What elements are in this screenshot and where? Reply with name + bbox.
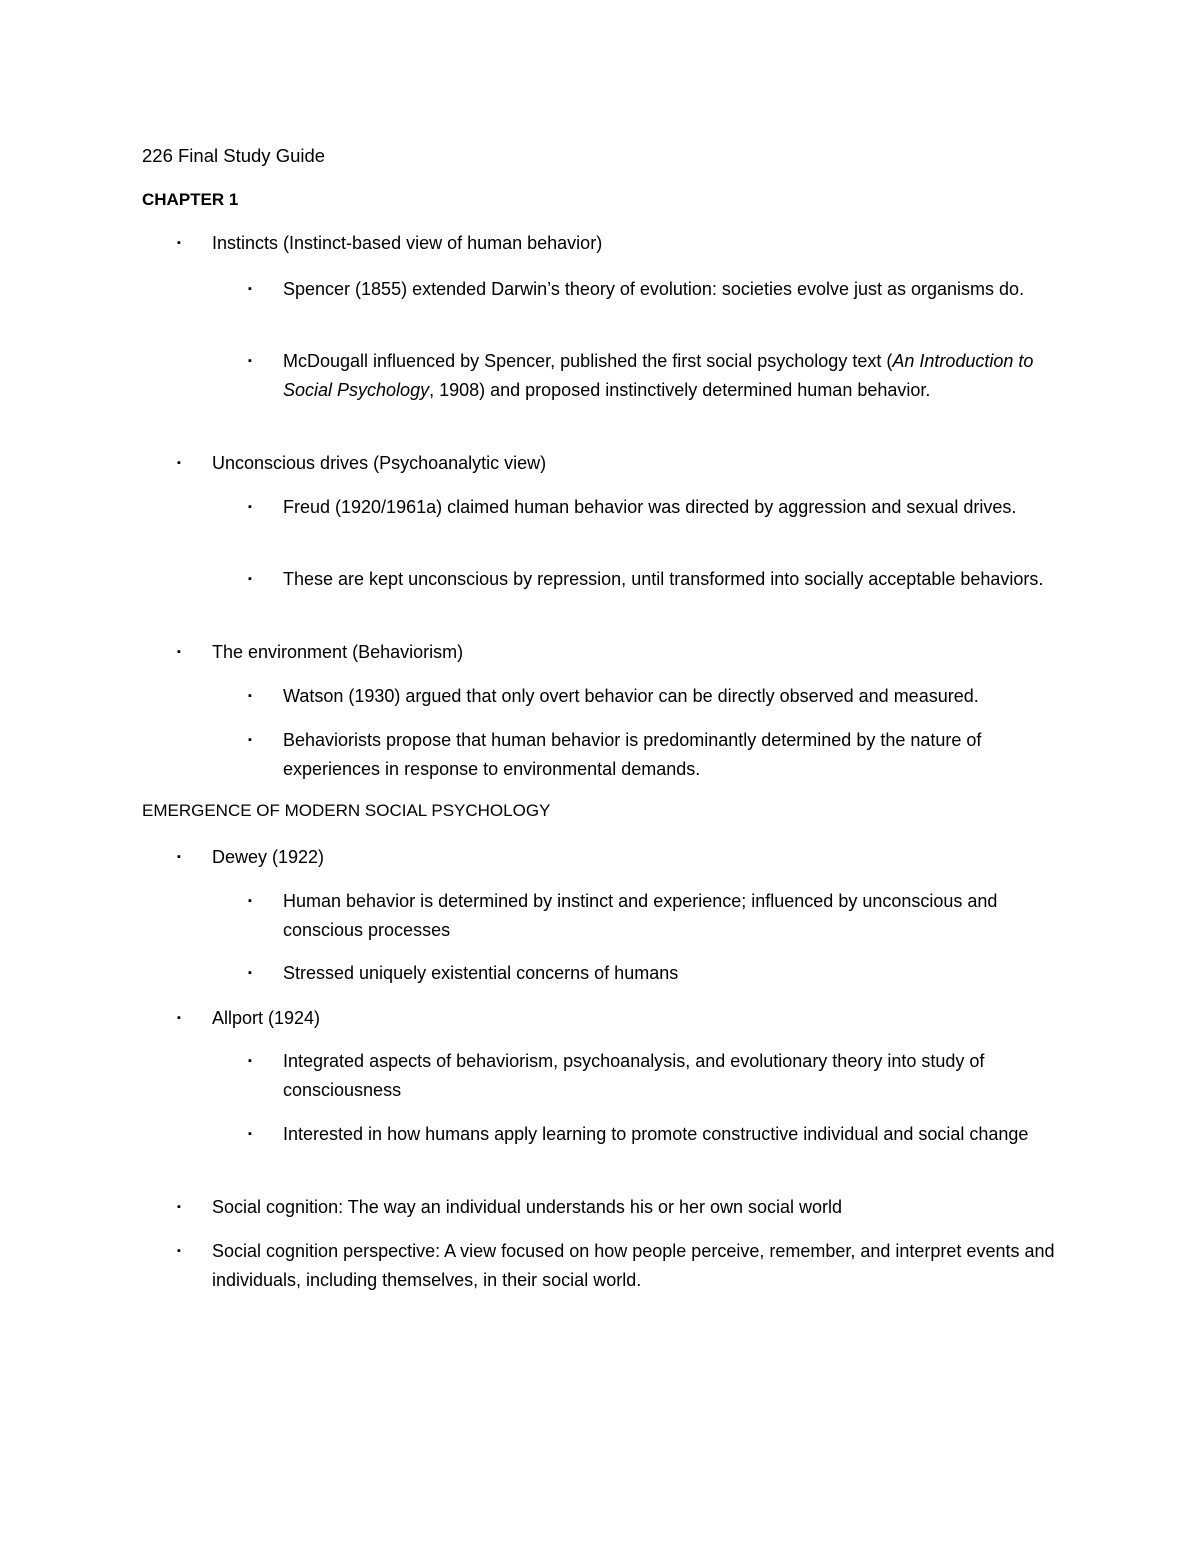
list-item-social-cognition	[177, 1193, 1072, 1222]
list-item-text: Stressed uniquely existential concerns of humans	[283, 963, 679, 983]
bullet-icon: ▪	[177, 1201, 181, 1213]
list-item-text: Allport (1924)	[212, 1008, 321, 1028]
bullet-icon: ▪	[248, 1055, 252, 1067]
list-item-text: Instincts (Instinct-based view of human behavior)	[212, 233, 603, 253]
bullet-icon: ▪	[177, 457, 181, 469]
list-item-dewey	[177, 843, 1072, 872]
list-item-dewey-instinct	[248, 887, 1073, 944]
list-item-social-cognition-perspective	[177, 1237, 1072, 1294]
bullet-icon: ▪	[248, 690, 252, 702]
list-item-text: Watson (1930) argued that only overt behavior can be directly observed and measured.	[283, 686, 979, 706]
list-item-freud	[248, 493, 1073, 522]
section-heading-modern: EMERGENCE OF MODERN SOCIAL PSYCHOLOGY	[142, 801, 551, 820]
bullet-icon: ▪	[248, 355, 252, 367]
bullet-icon: ▪	[248, 1128, 252, 1140]
list-item-text: Dewey (1922)	[212, 847, 325, 867]
list-item-text: McDougall influenced by Spencer, published the first social psychology text (	[283, 351, 893, 371]
list-item-text: , 1908) and proposed instinctively determined human behavior.	[429, 379, 931, 400]
bullet-icon: ▪	[248, 501, 252, 513]
list-item-text: Interested in how humans apply learning to promote constructive individual and social change	[283, 1124, 1029, 1144]
bullet-icon: ▪	[177, 1012, 181, 1024]
document-title: 226 Final Study Guide	[142, 145, 326, 166]
book-title: An Introduction to Social Psychology	[283, 351, 1034, 400]
list-item-environment	[177, 638, 1072, 667]
list-item-unconscious-drives	[177, 449, 1072, 478]
list-item-spencer	[248, 275, 1073, 304]
list-item-text: Freud (1920/1961a) claimed human behavior was directed by aggression and sexual drives.	[283, 497, 1017, 517]
bullet-icon: ▪	[248, 734, 252, 746]
list-item-text: Behaviorists propose that human behavior is predominantly determined by the nature of experiences in response to environmental demands.	[283, 730, 982, 779]
list-item-text: Human behavior is determined by instinct and experience; influenced by unconscious and conscious processes	[283, 891, 998, 940]
list-item-instincts	[177, 229, 1072, 258]
list-item-text: The environment (Behaviorism)	[212, 642, 464, 662]
bullet-icon: ▪	[248, 967, 252, 979]
list-item-behaviorists	[248, 726, 1073, 783]
bullet-icon: ▪	[248, 573, 252, 585]
bullet-icon: ▪	[248, 895, 252, 907]
list-item-text: Unconscious drives (Psychoanalytic view)	[212, 453, 547, 473]
list-item-text: Social cognition: The way an individual understands his or her own social world	[212, 1197, 843, 1217]
bullet-icon: ▪	[177, 237, 181, 249]
list-item-allport-interested	[248, 1120, 1073, 1149]
list-item-watson	[248, 682, 1073, 711]
chapter-1-heading: CHAPTER 1	[142, 190, 239, 209]
list-item-text: Spencer (1855) extended Darwin’s theory of evolution: societies evolve just as organisms do.	[283, 279, 1025, 299]
list-item-allport-integrated	[248, 1047, 1073, 1104]
list-item-repression	[248, 565, 1073, 594]
bullet-icon: ▪	[248, 283, 252, 295]
bullet-icon: ▪	[177, 646, 181, 658]
list-item-text: Social cognition perspective: A view focused on how people perceive, remember, and interpret events and individuals, including themselves, in their social world.	[212, 1241, 1055, 1290]
list-item-allport	[177, 1004, 1072, 1033]
bullet-icon: ▪	[177, 851, 181, 863]
list-item-text: Integrated aspects of behaviorism, psychoanalysis, and evolutionary theory into study of consciousness	[283, 1051, 985, 1100]
list-item-text: These are kept unconscious by repression, until transformed into socially acceptable behaviors.	[283, 569, 1044, 589]
list-item-mcdougall	[248, 347, 1073, 404]
bullet-icon: ▪	[177, 1245, 181, 1257]
list-item-dewey-existential	[248, 959, 1073, 988]
